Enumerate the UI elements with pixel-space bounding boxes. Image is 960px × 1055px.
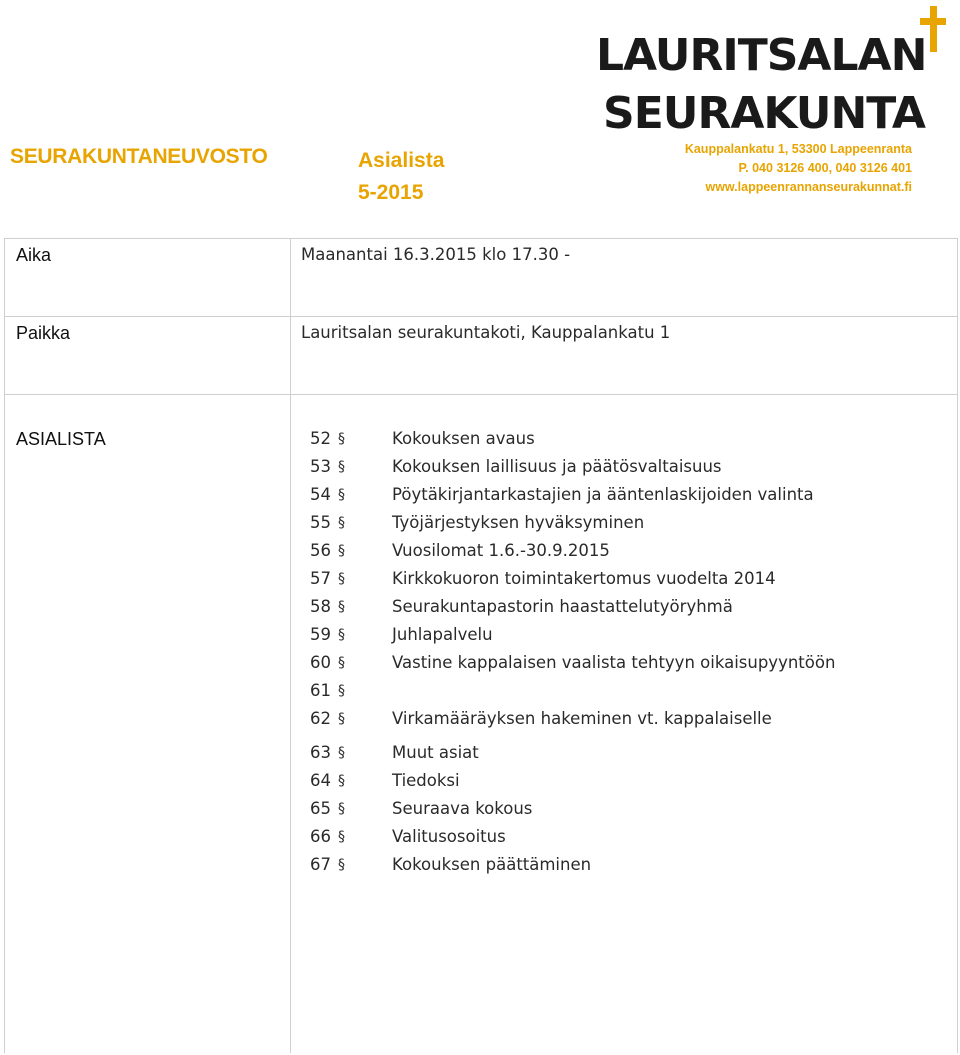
section-symbol: §	[338, 655, 345, 671]
agenda-item-title: Kokouksen laillisuus ja päätösvaltaisuus	[392, 457, 722, 476]
time-value: Maanantai 16.3.2015 klo 17.30 -	[301, 245, 571, 264]
section-symbol: §	[338, 857, 345, 873]
org-body-title: SEURAKUNTANEUVOSTO	[10, 145, 268, 168]
agenda-item-number: 59	[310, 625, 331, 644]
agenda-item-number: 67	[310, 855, 331, 874]
section-symbol: §	[338, 543, 345, 559]
agenda-item-title: Valitusosoitus	[392, 827, 506, 846]
agenda-item-title: Kirkkokuoron toimintakertomus vuodelta 2014	[392, 569, 776, 588]
section-symbol: §	[338, 431, 345, 447]
contact-address: Kauppalankatu 1, 53300 Lappeenranta	[684, 142, 912, 156]
agenda-item-title: Kokouksen päättäminen	[392, 855, 592, 874]
contact-phone: P. 040 3126 400, 040 3126 401	[738, 161, 912, 175]
row-divider-2	[5, 394, 957, 395]
column-divider	[290, 239, 291, 1053]
logo-line-2: SEURAKUNTA	[603, 88, 925, 139]
cross-icon	[920, 6, 946, 52]
agenda-item-number: 64	[310, 771, 331, 790]
agenda-item-title: Muut asiat	[392, 743, 479, 762]
parish-logo	[596, 6, 956, 139]
agenda-item-number: 57	[310, 569, 331, 588]
agenda-item-title: Kokouksen avaus	[392, 429, 535, 448]
section-symbol: §	[338, 829, 345, 845]
section-symbol: §	[338, 627, 345, 643]
doc-type: Asialista	[358, 149, 445, 172]
section-symbol: §	[338, 515, 345, 531]
place-label: Paikka	[16, 323, 71, 343]
agenda-item-title: Tiedoksi	[392, 771, 460, 790]
agenda-label: ASIALISTA	[16, 429, 106, 449]
agenda-item-number: 56	[310, 541, 331, 560]
section-symbol: §	[338, 711, 345, 727]
contact-info	[685, 140, 912, 197]
agenda-item-number: 60	[310, 653, 331, 672]
agenda-item-title: Juhlapalvelu	[392, 625, 493, 644]
agenda-item-number: 66	[310, 827, 331, 846]
place-value: Lauritsalan seurakuntakoti, Kauppalankatu 1	[301, 323, 671, 342]
agenda-item-title: Vuosilomat 1.6.-30.9.2015	[392, 541, 610, 560]
agenda-item-title: Pöytäkirjantarkastajien ja ääntenlaskijoiden valinta	[392, 485, 814, 504]
doc-number: 5-2015	[358, 181, 424, 204]
agenda-item-title: Työjärjestyksen hyväksyminen	[392, 513, 645, 532]
agenda-item-number: 53	[310, 457, 331, 476]
agenda-item-number: 65	[310, 799, 331, 818]
agenda-item-number: 61	[310, 681, 331, 700]
agenda-item-number: 54	[310, 485, 331, 504]
agenda-table	[4, 238, 958, 1053]
section-symbol: §	[338, 683, 345, 699]
agenda-item-title: Virkamääräyksen hakeminen vt. kappalaiselle	[392, 709, 772, 728]
section-symbol: §	[338, 487, 345, 503]
section-symbol: §	[338, 599, 345, 615]
agenda-item-number: 55	[310, 513, 331, 532]
agenda-item-title: Vastine kappalaisen vaalista tehtyyn oikaisupyyntöön	[392, 653, 836, 672]
agenda-item-title: Seurakuntapastorin haastattelutyöryhmä	[392, 597, 733, 616]
section-symbol: §	[338, 801, 345, 817]
section-symbol: §	[338, 571, 345, 587]
agenda-item-number: 62	[310, 709, 331, 728]
agenda-item-number: 52	[310, 429, 331, 448]
contact-web: www.lappeenrannanseurakunnat.fi	[705, 180, 912, 194]
agenda-item-number: 63	[310, 743, 331, 762]
time-label: Aika	[16, 245, 52, 265]
agenda-item-title: Seuraava kokous	[392, 799, 533, 818]
section-symbol: §	[338, 459, 345, 475]
logo-line-1: LAURITSALAN	[596, 30, 927, 81]
section-symbol: §	[338, 745, 345, 761]
row-divider-1	[5, 316, 957, 317]
doc-type-block	[358, 145, 444, 209]
agenda-item-number: 58	[310, 597, 331, 616]
section-symbol: §	[338, 773, 345, 789]
